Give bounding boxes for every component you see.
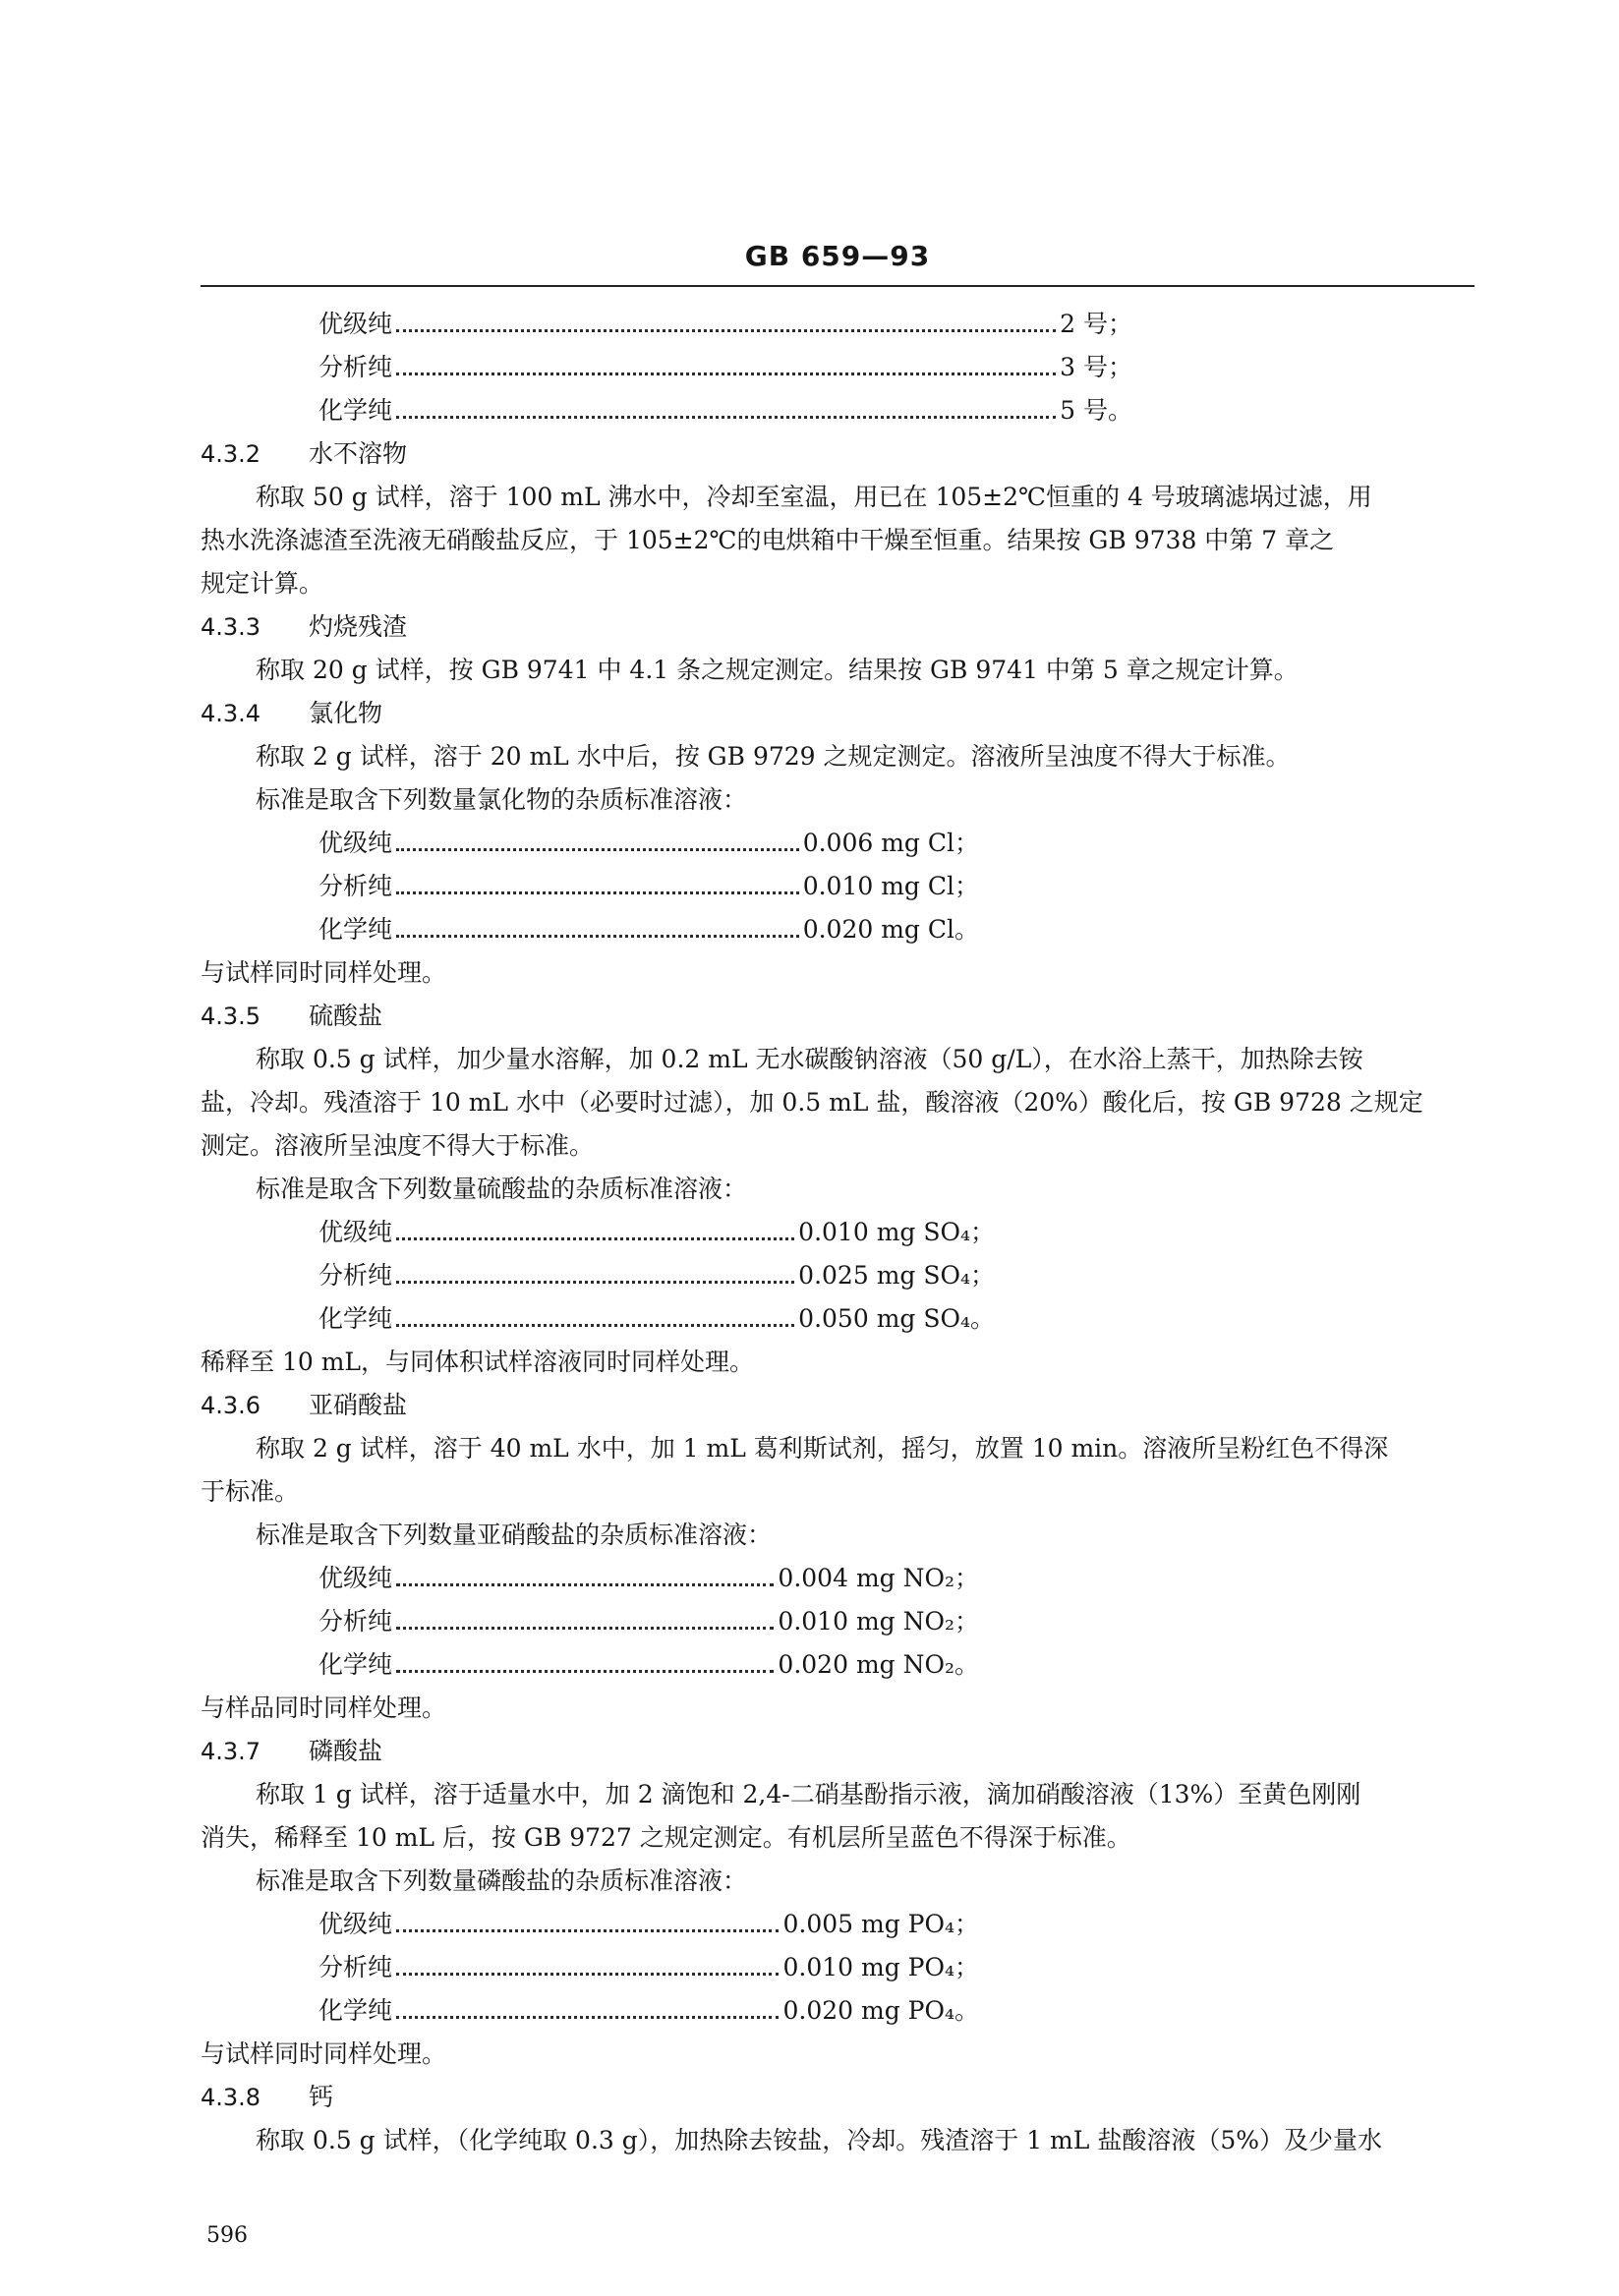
paragraph-line: 称取 1 g 试样，溶于适量水中，加 2 滴饱和 2,4-二硝基酚指示液，滴加硝酸溶液（13%）至黄色刚刚 xyxy=(256,1780,1361,1808)
dot-leader xyxy=(396,1627,774,1630)
grade-name: 优级纯 xyxy=(318,829,393,857)
dot-leader xyxy=(396,1281,794,1284)
paragraph-line: 称取 0.5 g 试样，加少量水溶解，加 0.2 mL 无水碳酸钠溶液（50 g/L），在水浴上蒸干，加热除去铵 xyxy=(256,1045,1363,1073)
grade-line xyxy=(201,865,979,908)
section-heading xyxy=(201,605,1474,649)
grade-line xyxy=(201,303,1132,346)
dot-leader xyxy=(396,891,799,894)
grade-name: 优级纯 xyxy=(318,310,393,338)
grade-line xyxy=(201,346,1132,389)
paragraph-line: 规定计算。 xyxy=(201,569,324,598)
grade-line xyxy=(201,1989,979,2033)
dot-leader xyxy=(396,1973,779,1976)
dot-leader xyxy=(396,1324,794,1327)
paragraph-line: 热水洗涤滤渣至洗液无硝酸盐反应，于 105±2℃的电烘箱中干燥至恒重。结果按 GB 9738 中第 7 章之 xyxy=(201,526,1335,554)
section-number: 4.3.6 xyxy=(201,1392,261,1419)
paragraph-line: 称取 0.5 g 试样，（化学纯取 0.3 g），加热除去铵盐，冷却。残渣溶于 1 mL 盐酸溶液（5%）及少量水 xyxy=(256,2126,1382,2154)
grade-value: 0.010 mg SO₄； xyxy=(798,1218,995,1246)
dot-leader xyxy=(396,1929,779,1932)
grade-value: 0.020 mg Cl。 xyxy=(802,915,979,944)
grade-name: 分析纯 xyxy=(318,1953,393,1981)
dot-leader xyxy=(396,935,799,938)
section-heading xyxy=(201,995,1474,1038)
page-number: 596 xyxy=(206,2223,248,2248)
paragraph-line: 标准是取含下列数量硫酸盐的杂质标准溶液： xyxy=(256,1175,748,1203)
paragraph-line: 称取 2 g 试样，溶于 20 mL 水中后，按 GB 9729 之规定测定。溶液所呈浊度不得大于标准。 xyxy=(256,742,1291,771)
section-title: 磷酸盐 xyxy=(309,1737,383,1765)
grade-line xyxy=(201,1297,995,1341)
grade-value: 0.010 mg Cl； xyxy=(802,872,979,900)
paragraph-line: 称取 20 g 试样，按 GB 9741 中 4.1 条之规定测定。结果按 GB 9741 中第 5 章之规定计算。 xyxy=(256,656,1299,684)
grade-line xyxy=(201,822,979,865)
grade-value: 0.020 mg NO₂。 xyxy=(778,1650,979,1679)
paragraph-line: 标准是取含下列数量磷酸盐的杂质标准溶液： xyxy=(256,1866,748,1895)
page-content xyxy=(201,303,1474,2162)
section-heading xyxy=(201,1384,1474,1427)
section-title: 硫酸盐 xyxy=(309,1002,383,1030)
dot-leader xyxy=(396,848,799,851)
grade-name: 化学纯 xyxy=(318,396,393,425)
section-heading xyxy=(201,432,1474,476)
grade-value: 2 号； xyxy=(1060,310,1132,338)
paragraph-line: 称取 50 g 试样，溶于 100 mL 沸水中，冷却至室温，用已在 105±2℃恒重的 4 号玻璃滤埚过滤，用 xyxy=(256,483,1372,511)
grade-name: 分析纯 xyxy=(318,1261,393,1290)
grade-value: 0.020 mg PO₄。 xyxy=(782,1996,979,2025)
dot-leader xyxy=(396,1237,794,1240)
grade-name: 化学纯 xyxy=(318,1650,393,1679)
section-title: 钙 xyxy=(309,2083,334,2111)
grade-line xyxy=(201,1643,979,1687)
paragraph-line: 消失，稀释至 10 mL 后，按 GB 9727 之规定测定。有机层所呈蓝色不得深于标准。 xyxy=(201,1823,1131,1852)
grade-value: 0.025 mg SO₄； xyxy=(798,1261,995,1290)
grade-value: 0.050 mg SO₄。 xyxy=(798,1304,995,1333)
dot-leader xyxy=(396,2016,779,2019)
grade-value: 0.010 mg NO₂； xyxy=(778,1607,979,1636)
grade-name: 分析纯 xyxy=(318,353,393,381)
grade-line xyxy=(201,1254,995,1297)
section-number: 4.3.4 xyxy=(201,700,261,727)
paragraph-line: 与试样同时同样处理。 xyxy=(201,2039,447,2068)
grade-line xyxy=(201,1903,979,1946)
dot-leader xyxy=(396,1670,774,1673)
section-heading xyxy=(201,1730,1474,1773)
grade-value: 0.004 mg NO₂； xyxy=(778,1564,979,1592)
paragraph-line: 盐，冷却。残渣溶于 10 mL 水中（必要时过滤），加 0.5 mL 盐，酸溶液（20%）酸化后，按 GB 9728 之规定 xyxy=(201,1088,1423,1117)
paragraph-line: 与样品同时同样处理。 xyxy=(201,1693,447,1722)
paragraph-line: 称取 2 g 试样，溶于 40 mL 水中，加 1 mL 葛利斯试剂，摇匀，放置 10 min。溶液所呈粉红色不得深 xyxy=(256,1434,1389,1463)
grade-value: 3 号； xyxy=(1060,353,1132,381)
grade-name: 化学纯 xyxy=(318,915,393,944)
grade-value: 0.006 mg Cl； xyxy=(802,829,979,857)
grade-name: 化学纯 xyxy=(318,1996,393,2025)
section-number: 4.3.2 xyxy=(201,440,261,468)
grade-name: 分析纯 xyxy=(318,872,393,900)
grade-line xyxy=(201,1557,979,1600)
section-title: 亚硝酸盐 xyxy=(309,1391,408,1419)
grade-name: 分析纯 xyxy=(318,1607,393,1636)
grade-line xyxy=(201,1211,995,1254)
section-heading xyxy=(201,692,1474,735)
dot-leader xyxy=(396,373,1056,375)
grade-line xyxy=(201,908,979,951)
grade-line xyxy=(201,1600,979,1643)
section-number: 4.3.5 xyxy=(201,1003,261,1030)
grade-value: 5 号。 xyxy=(1060,396,1132,425)
section-number: 4.3.8 xyxy=(201,2084,261,2111)
section-number: 4.3.7 xyxy=(201,1738,261,1765)
grade-name: 优级纯 xyxy=(318,1564,393,1592)
paragraph-line: 稀释至 10 mL，与同体积试样溶液同时同样处理。 xyxy=(201,1348,755,1376)
paragraph-line: 标准是取含下列数量氯化物的杂质标准溶液： xyxy=(256,785,748,814)
dot-leader xyxy=(396,329,1056,332)
grade-name: 优级纯 xyxy=(318,1218,393,1246)
dot-leader xyxy=(396,416,1056,419)
section-title: 水不溶物 xyxy=(309,439,408,468)
paragraph-line: 测定。溶液所呈浊度不得大于标准。 xyxy=(201,1131,595,1160)
grade-name: 优级纯 xyxy=(318,1910,393,1938)
section-title: 氯化物 xyxy=(309,699,383,727)
page-header: GB 659—93 xyxy=(744,240,931,272)
paragraph-line: 标准是取含下列数量亚硝酸盐的杂质标准溶液： xyxy=(256,1521,773,1549)
paragraph-line: 与试样同时同样处理。 xyxy=(201,958,447,987)
grade-line xyxy=(201,1946,979,1989)
grade-value: 0.010 mg PO₄； xyxy=(782,1953,979,1981)
grade-name: 化学纯 xyxy=(318,1304,393,1333)
paragraph-line: 于标准。 xyxy=(201,1477,300,1506)
section-number: 4.3.3 xyxy=(201,613,261,641)
section-title: 灼烧残渣 xyxy=(309,612,408,641)
dot-leader xyxy=(396,1583,774,1586)
header-rule xyxy=(201,285,1474,287)
grade-value: 0.005 mg PO₄； xyxy=(782,1910,979,1938)
grade-line xyxy=(201,389,1132,432)
section-heading xyxy=(201,2076,1474,2119)
